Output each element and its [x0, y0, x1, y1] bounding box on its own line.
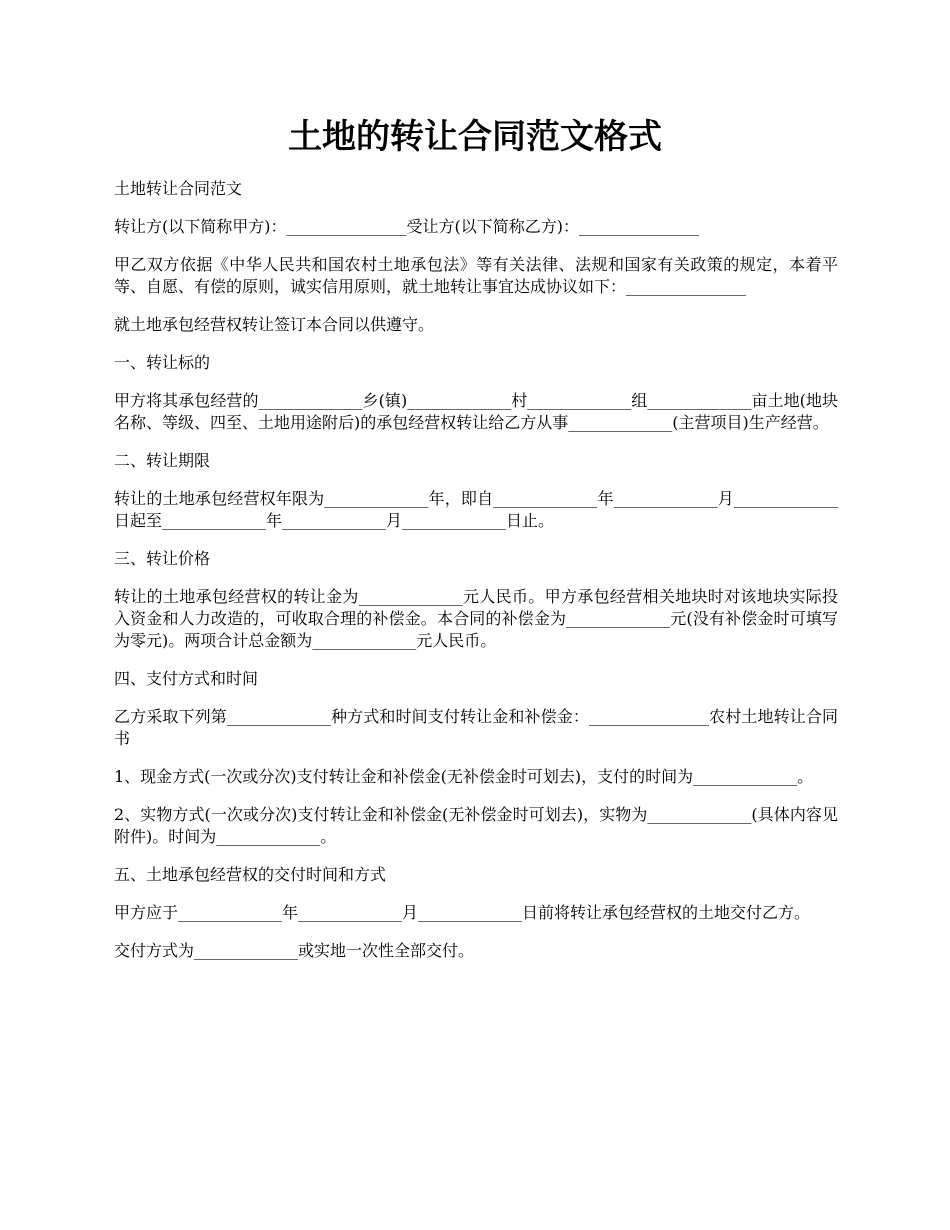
paragraph-payment-cash: 1、现金方式(一次或分次)支付转让金和补偿金(无补偿金时可划去)，支付的时间为_____________。	[114, 767, 814, 786]
section-heading-1: 一、转让标的	[114, 353, 211, 372]
section-heading-4: 四、支付方式和时间	[114, 669, 259, 688]
paragraph-parties: 转让方(以下简称甲方)：_______________受让方(以下简称乙方)：_______________	[114, 217, 699, 236]
paragraph-delivery-method: 交付方式为_____________或实地一次性全部交付。	[114, 941, 475, 960]
section-heading-5: 五、土地承包经营权的交付时间和方式	[114, 865, 387, 884]
paragraph-heading-subtitle: 土地转让合同范文	[114, 179, 243, 198]
paragraph-payment-goods: 2、实物方式(一次或分次)支付转让金和补偿金(无补偿金时可划去)，实物为_____________(具体内容见附件)。时间为_____________。	[114, 805, 838, 846]
paragraph-section-5: 甲方应于_____________年_____________月_____________日前将转让承包经营权的土地交付乙方。	[114, 903, 811, 922]
paragraph-preamble: 甲乙双方依据《中华人民共和国农村土地承包法》等有关法律、法规和国家有关政策的规定，本着平等、自愿、有偿的原则，诚实信用原则，就土地转让事宜达成协议如下：_______________	[114, 255, 838, 296]
document-title: 土地的转让合同范文格式	[288, 117, 662, 157]
paragraph-section-2: 转让的土地承包经营权年限为_____________年，即自_____________年_____________月_____________日起至_____________年_____________月_____________日止。	[114, 489, 838, 530]
paragraph-section-4: 乙方采取下列第_____________种方式和时间支付转让金和补偿金：_______________农村土地转让合同书	[114, 707, 838, 748]
document-body	[114, 178, 838, 978]
paragraph-section-1: 甲方将其承包经营的_____________乡(镇)_____________村_____________组_____________亩土地(地块名称、等级、四至、土地用途附后)的承包经营权转让给乙方从事_____________(主营项目)生产经营。	[114, 391, 838, 432]
paragraph-section-3: 转让的土地承包经营权的转让金为_____________元人民币。甲方承包经营相关地块时对该地块实际投入资金和人力改造的，可收取合理的补偿金。本合同的补偿金为_____________元(没有补偿金时可填写为零元)。两项合计总金额为_____________元人民币。	[114, 587, 838, 650]
section-heading-2: 二、转让期限	[114, 451, 211, 470]
paragraph-agreement: 就土地承包经营权转让签订本合同以供遵守。	[114, 315, 435, 334]
section-heading-3: 三、转让价格	[114, 549, 211, 568]
